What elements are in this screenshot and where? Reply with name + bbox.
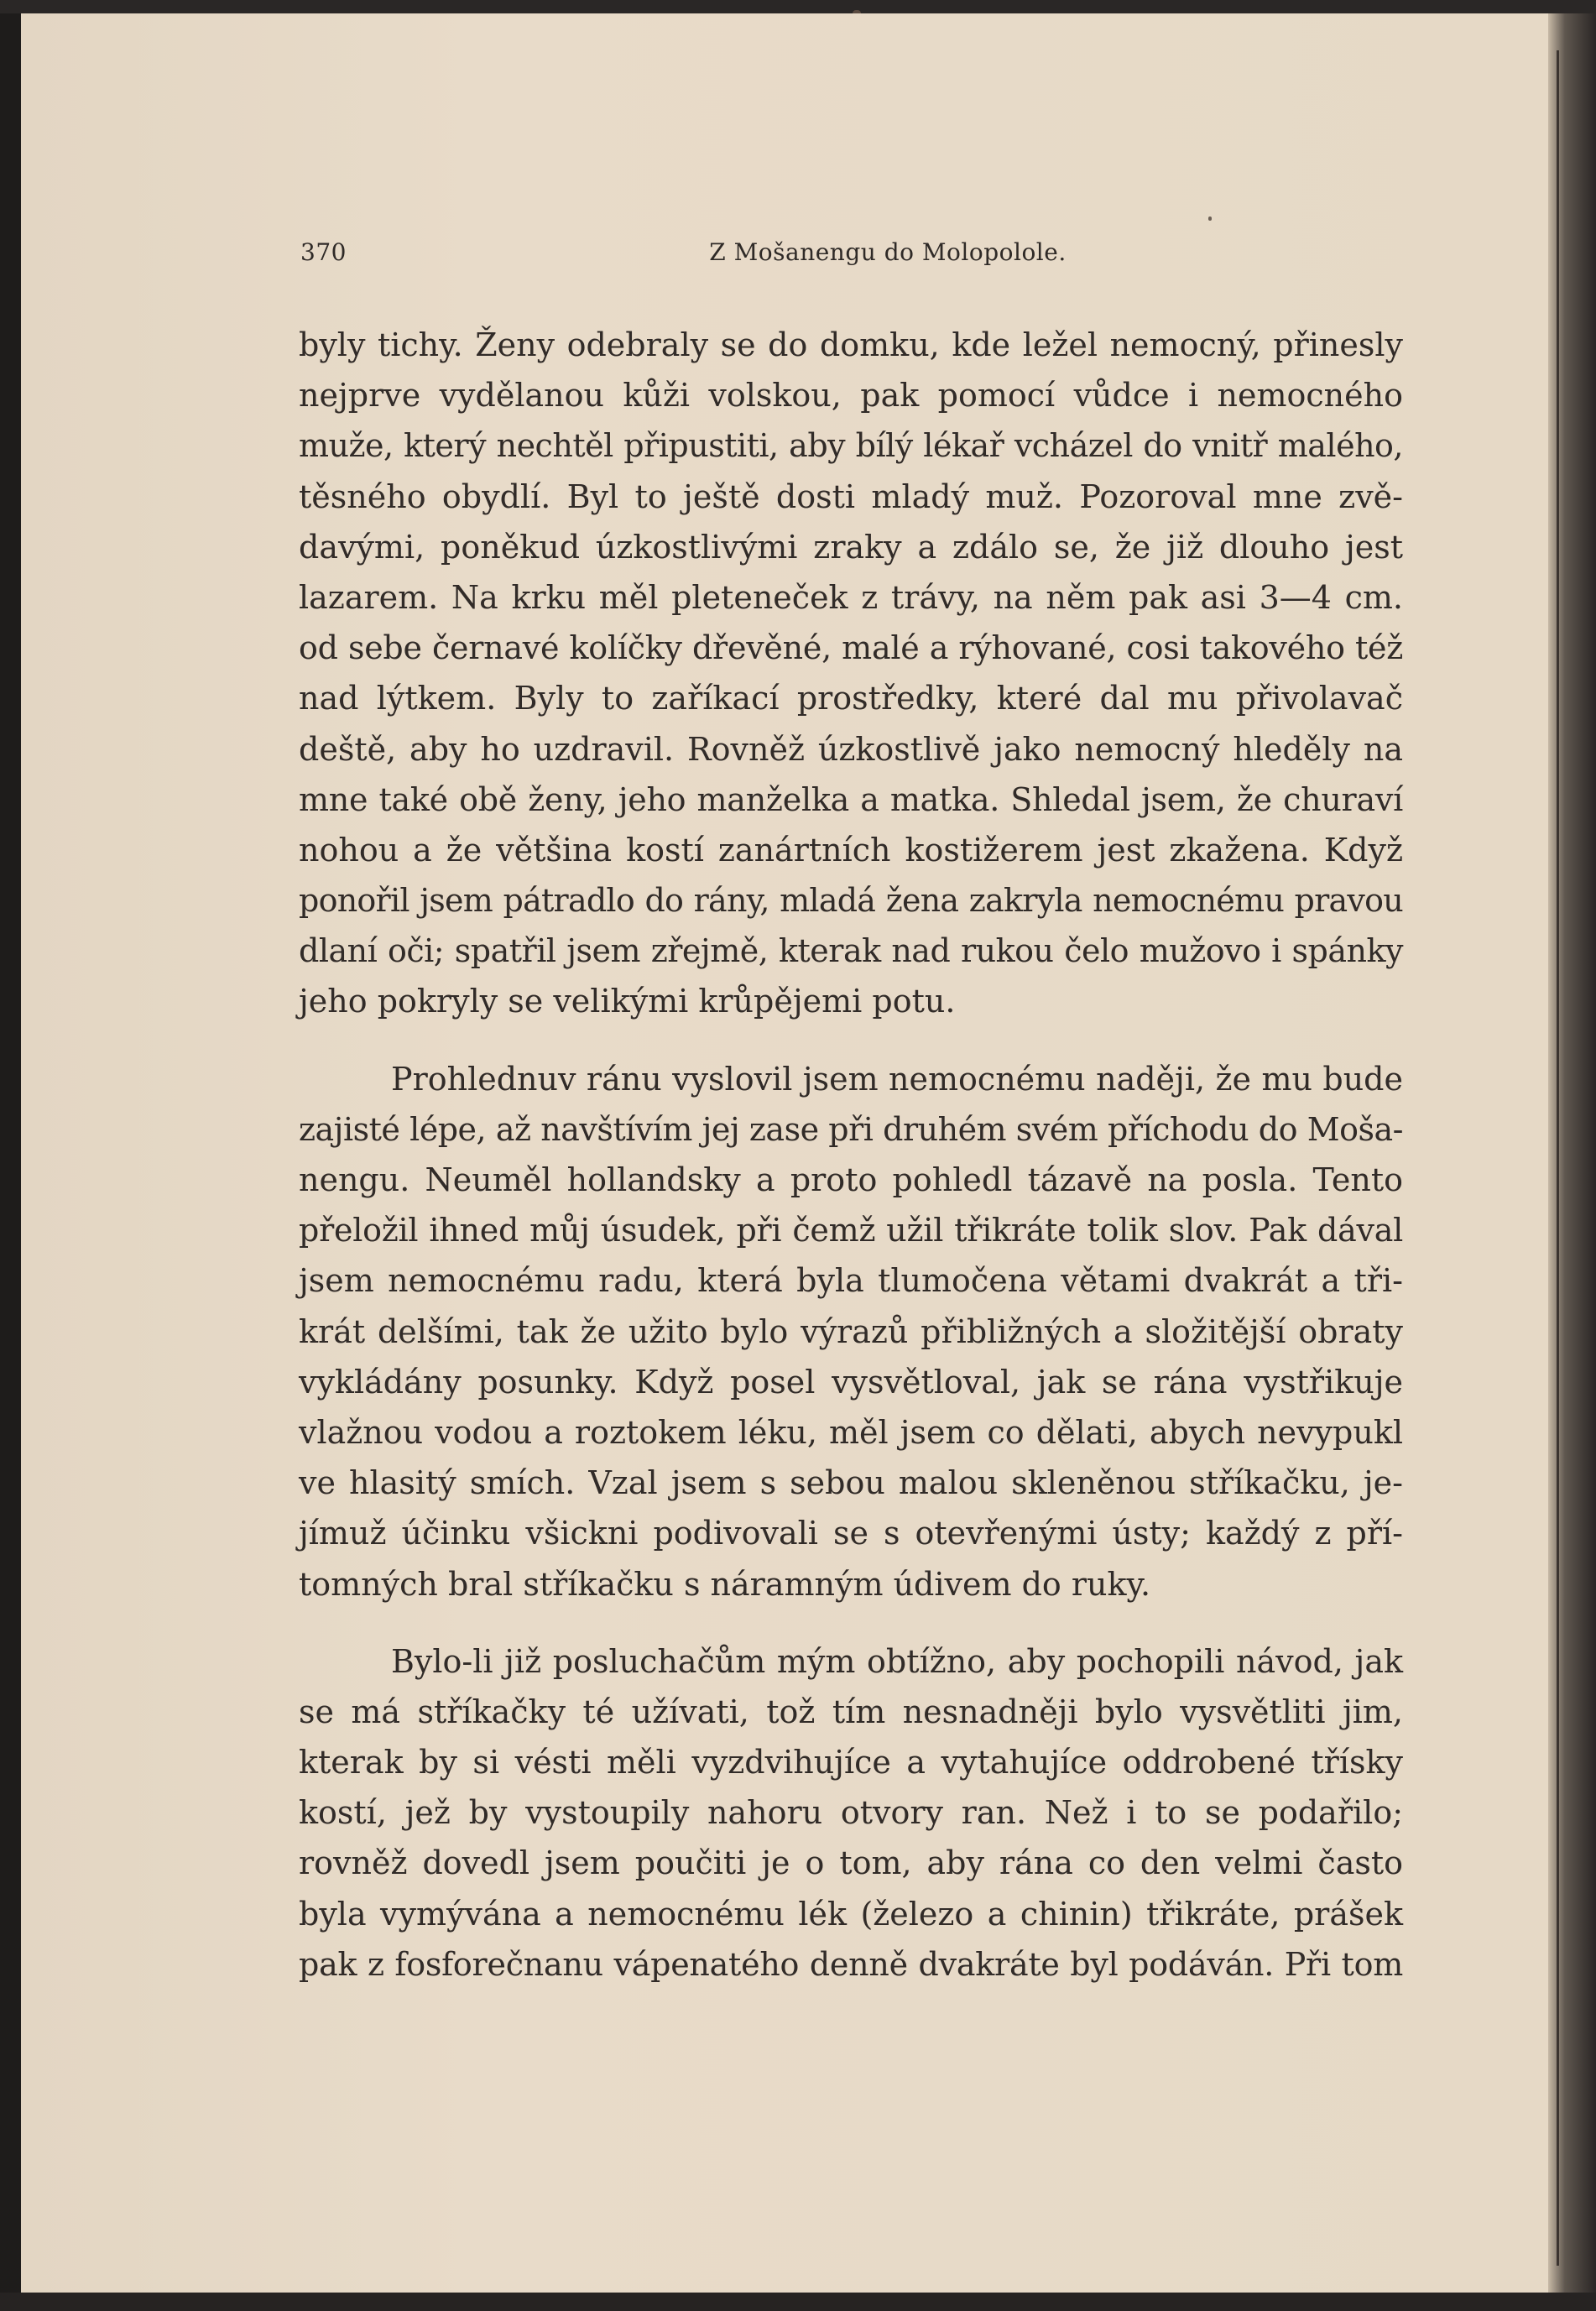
scan-bottom-border bbox=[0, 2293, 1596, 2311]
text-line: Prohlednuv ránu vyslovil jsem nemocnému naději, že mu bude bbox=[391, 1060, 1403, 1098]
text-line: kostí, jež by vystoupily nahoru otvory ran. Než i to se podařilo; bbox=[299, 1794, 1403, 1832]
page-gutter-shadow bbox=[1548, 13, 1596, 2293]
text-line: zajisté lépe, až navštívím jej zase při druhém svém příchodu do Moša- bbox=[299, 1110, 1403, 1148]
text-line: davými, poněkud úzkostlivými zraky a zdálo se, že již dlouho jest bbox=[299, 528, 1403, 566]
text-line: přeložil ihned můj úsudek, při čemž užil třikráte tolik slov. Pak dával bbox=[299, 1212, 1403, 1249]
body-text bbox=[299, 320, 1403, 1990]
text-line: krát delšími, tak že užito bylo výrazů přibližných a složitější obraty bbox=[299, 1312, 1403, 1350]
text-line: jímuž účinku všickni podivovali se s otevřenými ústy; každý z pří- bbox=[299, 1515, 1403, 1552]
text-line: jsem nemocnému radu, která byla tlumočena větami dvakrát a tři- bbox=[299, 1262, 1403, 1300]
text-line: dlaní oči; spatřil jsem zřejmě, kterak nad rukou čelo mužovo i spánky bbox=[299, 932, 1403, 970]
text-line: muže, který nechtěl připustiti, aby bílý lékař vcházel do vnitř malého, bbox=[299, 427, 1403, 465]
paragraph-3 bbox=[299, 1636, 1403, 1990]
text-line: ponořil jsem pátradlo do rány, mladá žena zakryla nemocnému pravou bbox=[299, 882, 1403, 920]
text-line: Bylo-li již posluchačům mým obtížno, aby pochopili návod, jak bbox=[391, 1642, 1403, 1680]
page-number: 370 bbox=[300, 238, 347, 266]
page-edge-line bbox=[1557, 50, 1559, 2266]
scan-top-border bbox=[0, 0, 1596, 13]
text-line: lazarem. Na krku měl pleteneček z trávy, na něm pak asi 3—4 cm. bbox=[299, 578, 1403, 616]
paper-speck bbox=[1208, 216, 1212, 221]
text-line: rovněž dovedl jsem poučiti je o tom, aby rána co den velmi často bbox=[299, 1844, 1403, 1882]
text-line: pak z fosforečnanu vápenatého denně dvakráte byl podáván. Při tom bbox=[299, 1945, 1403, 1983]
running-head bbox=[300, 238, 1401, 272]
text-line: nohou a že většina kostí zanártních kostižerem jest zkažena. Když bbox=[299, 831, 1403, 869]
running-title: Z Mošanengu do Molopolole. bbox=[709, 238, 1067, 266]
text-line: vlažnou vodou a roztokem léku, měl jsem co dělati, abych nevypukl bbox=[299, 1413, 1403, 1451]
text-line: jeho pokryly se velikými krůpějemi potu. bbox=[299, 983, 956, 1020]
paragraph-2 bbox=[299, 1054, 1403, 1609]
text-line: od sebe černavé kolíčky dřevěné, malé a rýhované, cosi takového též bbox=[299, 629, 1403, 667]
text-line: mne také obě ženy, jeho manželka a matka. Shledal jsem, že churaví bbox=[299, 780, 1403, 818]
paragraph-gap bbox=[299, 1609, 1403, 1636]
text-line: byla vymývána a nemocnému lék (železo a chinin) třikráte, prášek bbox=[299, 1895, 1403, 1933]
text-line: nejprve vydělanou kůži volskou, pak pomocí vůdce i nemocného bbox=[299, 377, 1403, 415]
text-line: nengu. Neuměl hollandsky a proto pohledl tázavě na posla. Tento bbox=[299, 1161, 1403, 1198]
text-line: kterak by si vésti měli vyzdvihujíce a vytahujíce oddrobené třísky bbox=[299, 1744, 1403, 1782]
text-line: deště, aby ho uzdravil. Rovněž úzkostlivě jako nemocný hleděly na bbox=[299, 730, 1403, 768]
text-line: tomných bral stříkačku s náramným údivem do ruky. bbox=[299, 1565, 1151, 1603]
text-line: byly tichy. Ženy odebraly se do domku, kde ležel nemocný, přinesly bbox=[299, 326, 1403, 363]
paragraph-gap bbox=[299, 1027, 1403, 1054]
paragraph-1 bbox=[299, 320, 1403, 1027]
text-line: nad lýtkem. Byly to zaříkací prostředky, které dal mu přivolavač bbox=[299, 680, 1403, 717]
text-line: ve hlasitý smích. Vzal jsem s sebou malou skleněnou stříkačku, je- bbox=[299, 1464, 1403, 1502]
text-line: se má stříkačky té užívati, tož tím nesnadněji bylo vysvětliti jim, bbox=[299, 1693, 1403, 1730]
text-line: vykládány posunky. Když posel vysvětloval, jak se rána vystřikuje bbox=[299, 1363, 1403, 1401]
text-line: těsného obydlí. Byl to ještě dosti mladý muž. Pozoroval mne zvě- bbox=[299, 477, 1403, 515]
